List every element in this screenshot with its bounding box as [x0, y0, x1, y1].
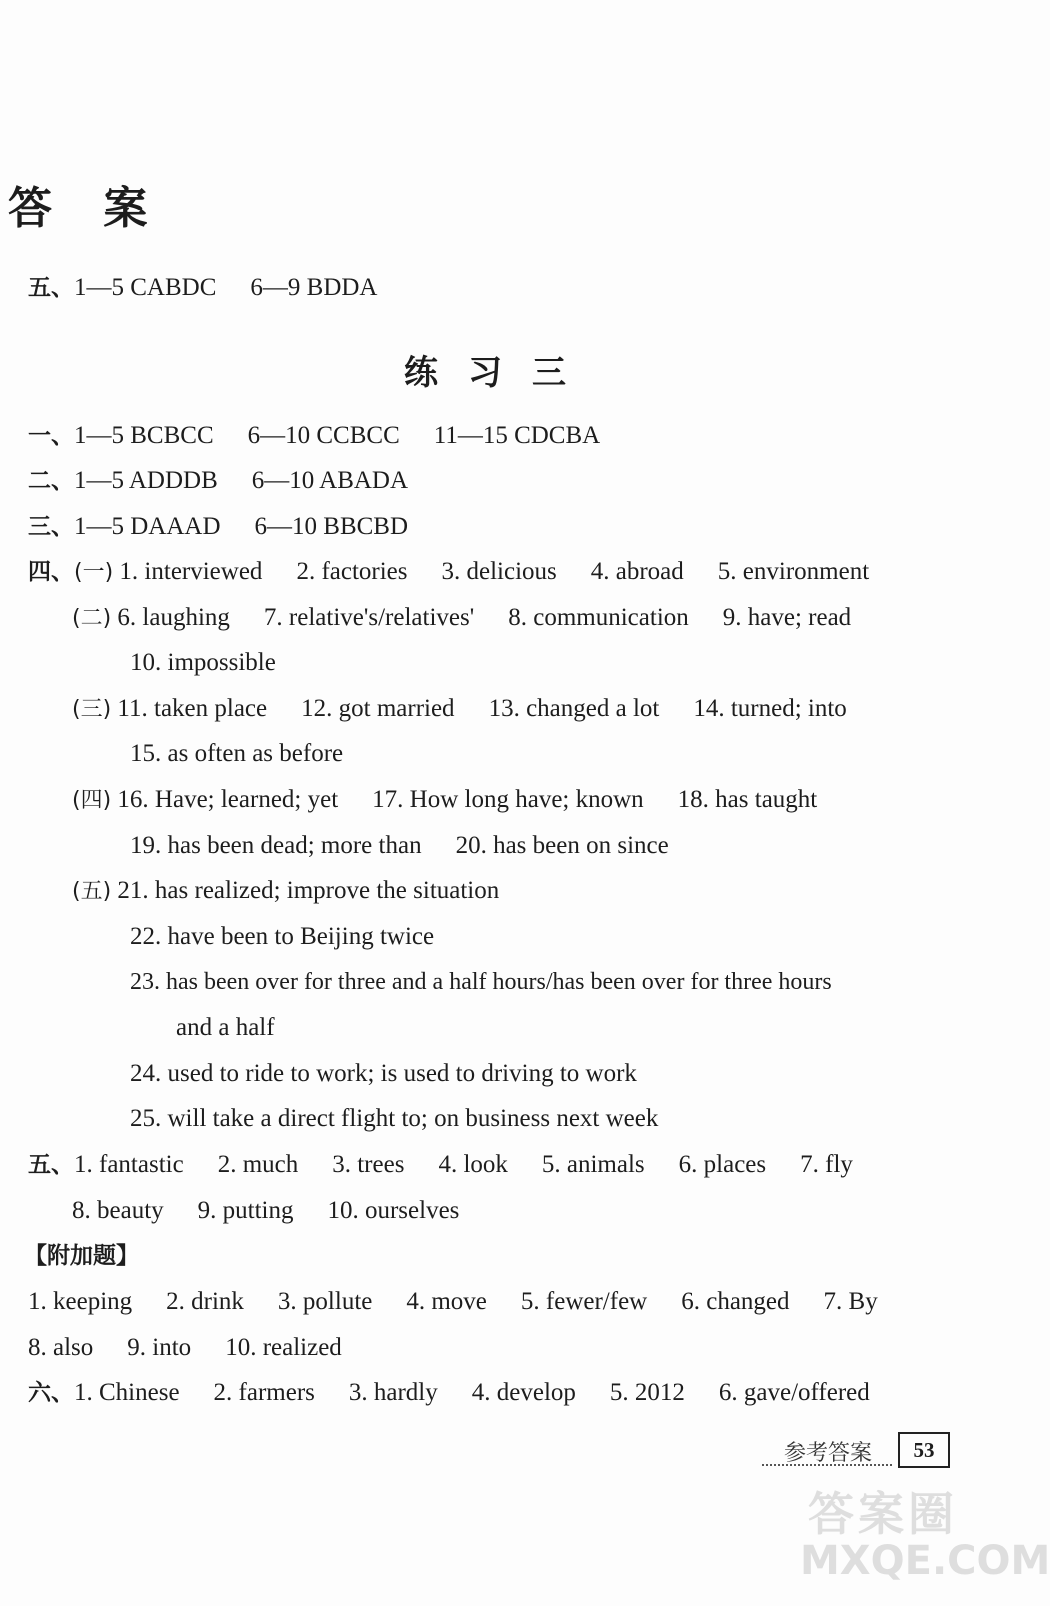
answer-item: 2. farmers [213, 1379, 315, 1406]
answer-item: 17. How long have; known [372, 786, 644, 813]
answer-item: 4. move [406, 1288, 487, 1315]
part5-label: 五、 [28, 1152, 74, 1178]
answer-item: 3. hardly [348, 1379, 438, 1406]
answer-item: 5. fewer/few [520, 1288, 648, 1315]
answer-item: 13. changed a lot [488, 695, 660, 722]
answer-item: 1. fantastic [74, 1151, 184, 1178]
answer-item: 22. have been to Beijing twice [130, 923, 435, 950]
answer-item: 21. has realized; improve the situation [117, 877, 500, 904]
answer-item: 9. putting [197, 1197, 294, 1224]
answer-item: 5. environment [717, 558, 870, 585]
prev-section-line [28, 273, 377, 303]
answer-item: 2. factories [296, 558, 408, 585]
part2-label: 二、 [28, 468, 74, 494]
answer-item: 6. gave/offered [718, 1379, 870, 1406]
footer-label: 参考答案 [784, 1441, 873, 1466]
part5-line2 [72, 1196, 459, 1226]
answer-item: 1—5 BCBCC [74, 422, 214, 449]
answer-item: 1. Chinese [74, 1379, 180, 1406]
answer-item: 25. will take a direct flight to; on business next week [130, 1105, 659, 1132]
answer-item: 7. relative's/relatives' [263, 604, 475, 631]
answer-item-continuation: and a half [176, 1014, 275, 1041]
sub-label: (三) [72, 697, 112, 722]
part4-sub5-line1 [72, 876, 499, 907]
bonus-line2 [28, 1333, 342, 1363]
answer-item: 4. develop [471, 1379, 576, 1406]
answer-item: 6—10 ABADA [251, 467, 409, 494]
answer-item: 1—5 DAAAD [74, 513, 221, 540]
answer-item: 3. trees [332, 1151, 405, 1178]
answer-item: 11—15 CDCBA [433, 422, 601, 449]
part1-label: 一、 [28, 423, 74, 449]
part2-line [28, 466, 408, 496]
bonus-heading [24, 1241, 139, 1271]
answer-item: 7. fly [800, 1151, 853, 1178]
watermark-logo-text: 答案圈 [808, 1487, 958, 1541]
answer-item: 14. turned; into [693, 695, 847, 722]
part6-label: 六、 [28, 1380, 74, 1406]
watermark-url: MXQE.COM [800, 1538, 1050, 1584]
answer-item: 15. as often as before [130, 740, 344, 767]
sub-label: (五) [72, 879, 112, 904]
answer-item: 10. realized [225, 1334, 342, 1361]
answer-item: 7. By [823, 1288, 878, 1315]
part4-sub3-line2 [130, 739, 343, 769]
part4-sub5-line6 [130, 1104, 658, 1134]
part3-line [28, 512, 408, 542]
answer-item: 6. changed [681, 1288, 790, 1315]
answer-item: 19. has been dead; more than [130, 832, 422, 859]
bonus-label: 【附加题】 [24, 1243, 139, 1269]
part6-line [28, 1378, 870, 1408]
answer-item: 8. communication [508, 604, 689, 631]
answer-item: 16. Have; learned; yet [117, 786, 339, 813]
part3-label: 三、 [28, 514, 74, 540]
answer-item: 10. impossible [130, 649, 276, 676]
answer-item: 11. taken place [117, 695, 268, 722]
site-watermark [800, 1478, 1050, 1606]
answer-item: 5. 2012 [609, 1379, 685, 1406]
section-title: 练习三 [404, 353, 596, 393]
answer-item: 20. has been on since [455, 832, 669, 859]
answer-item: 6—10 BBCBD [254, 513, 409, 540]
answer-item: 8. beauty [72, 1197, 164, 1224]
answer-item: 10. ourselves [327, 1197, 460, 1224]
answer-item: 3. delicious [441, 558, 557, 585]
page-number: 53 [898, 1432, 950, 1468]
part4-label: 四、 [28, 559, 74, 585]
answer-item: 1. keeping [28, 1288, 133, 1315]
part4-sub2-line1 [72, 603, 851, 634]
part4-sub5-line5 [130, 1059, 637, 1089]
answer-item: 9. into [127, 1334, 192, 1361]
answer-item: 6—10 CCBCC [247, 422, 400, 449]
part4-sub1-line [28, 557, 869, 588]
part4-sub4-line2 [130, 831, 669, 861]
answer-item: 23. has been over for three and a half hours/has been over for three hours [130, 969, 832, 995]
sub-label: (一) [74, 560, 114, 585]
part1-line [28, 421, 600, 451]
page-footer [762, 1432, 952, 1472]
sub-label: (四) [72, 788, 112, 813]
answer-item: 1—5 CABDC [74, 274, 217, 301]
part4-sub2-line2 [130, 648, 276, 678]
part4-sub5-line4 [176, 1013, 275, 1043]
footer-dotted-rule [762, 1464, 892, 1466]
answer-item: 4. look [438, 1151, 508, 1178]
answer-item: 6. places [678, 1151, 767, 1178]
part4-sub3-line1 [72, 694, 847, 725]
answer-item: 3. pollute [277, 1288, 373, 1315]
answer-item: 4. abroad [590, 558, 684, 585]
bonus-line1 [28, 1287, 878, 1317]
part4-sub5-line2 [130, 922, 434, 952]
answer-item: 6—9 BDDA [250, 274, 378, 301]
answer-item: 18. has taught [677, 786, 818, 813]
answer-item: 1. interviewed [119, 558, 263, 585]
part4-sub4-line1 [72, 785, 817, 816]
part4-sub5-line3 [130, 967, 832, 997]
answer-item: 2. drink [166, 1288, 244, 1315]
answer-item: 6. laughing [117, 604, 230, 631]
prev-section-label: 五、 [28, 275, 74, 301]
answer-item: 8. also [28, 1334, 94, 1361]
answer-item: 24. used to ride to work; is used to driving to work [130, 1060, 637, 1087]
answer-item: 2. much [217, 1151, 299, 1178]
page-header-title: 答 案 [8, 183, 166, 234]
answer-item: 12. got married [301, 695, 455, 722]
part5-line1 [28, 1150, 853, 1180]
answer-item: 9. have; read [722, 604, 852, 631]
sub-label: (二) [72, 606, 112, 631]
answer-item: 5. animals [541, 1151, 645, 1178]
answer-item: 1—5 ADDDB [74, 467, 218, 494]
